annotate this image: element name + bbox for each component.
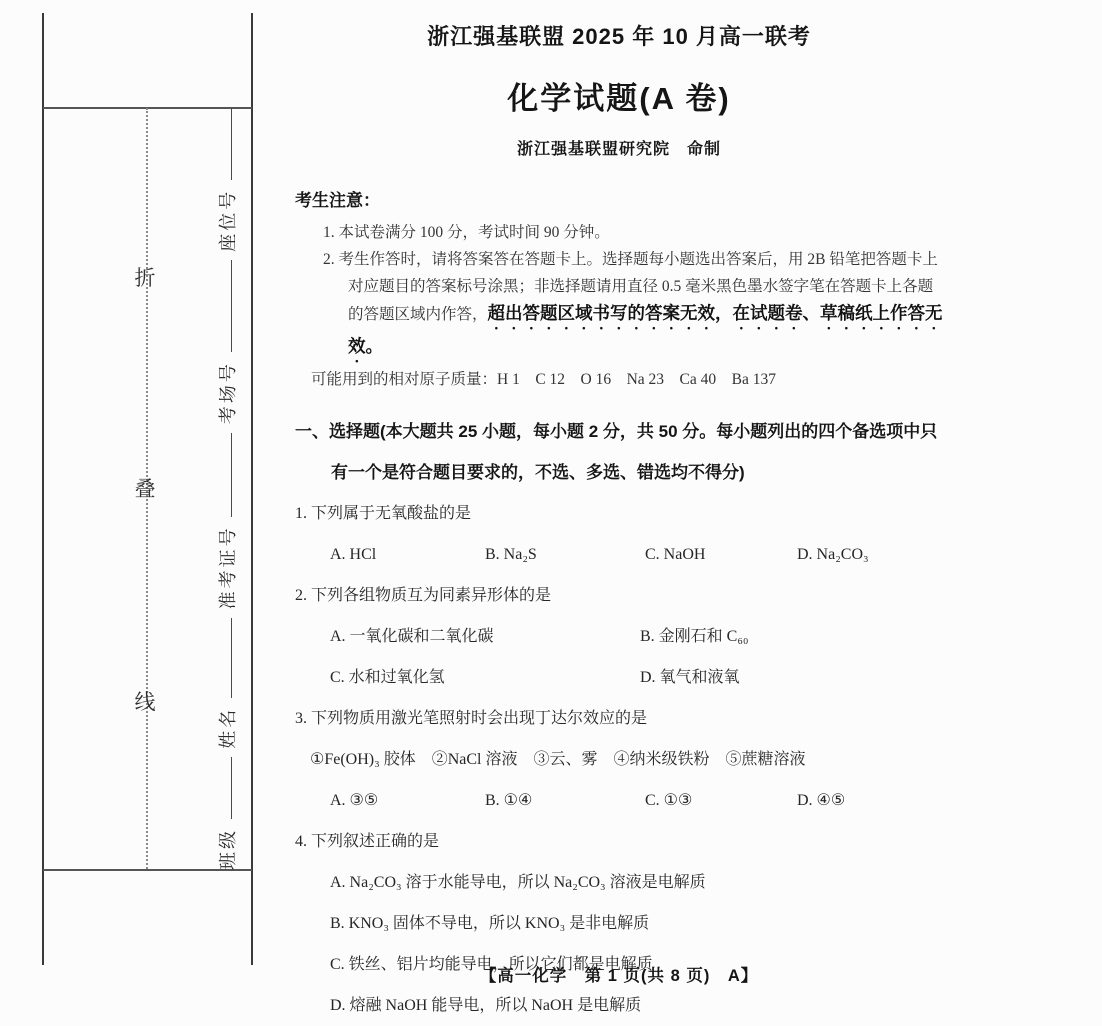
question-options [295, 862, 943, 1026]
question-stem: 1. 下列属于无氧酸盐的是 [295, 505, 472, 522]
option-a: A. HCl [330, 546, 377, 563]
fold-char-die: 叠 [134, 477, 156, 501]
option-c: C. NaOH [645, 546, 706, 563]
question-2 [295, 575, 943, 698]
question-options [295, 780, 943, 821]
fold-char-zhe: 折 [134, 266, 156, 290]
option-d: D. ④⑤ [797, 792, 846, 809]
field-label-name: 姓名 [218, 706, 238, 749]
exam-title-line2: 化学试题(A 卷) [507, 81, 731, 116]
question-3 [295, 698, 943, 821]
atomic-masses-line: 可能用到的相对原子质量：H 1 C 12 O 16 Na 23 Ca 40 Ba 137 [311, 371, 776, 388]
blank-line-name [222, 618, 232, 698]
exam-page-content [295, 0, 943, 1026]
option-b: B. ①④ [485, 792, 533, 809]
question-stem: 4. 下列叙述正确的是 [295, 833, 440, 850]
option-c: C. ①③ [645, 792, 693, 809]
blank-line-seat-no [222, 108, 232, 180]
option-a: A. Na₂CO₃ 溶于水能导电，所以 Na₂CO₃ 溶液是电解质 [330, 874, 706, 891]
notice-item-2-emphasis: 超出答题区域书写的答案无效，在试题卷、草稿纸上作答无效。 [348, 303, 943, 356]
option-b: B. Na₂S [485, 546, 537, 563]
option-c: C. 铁丝、铝片均能导电，所以它们都是电解质 [330, 956, 653, 973]
question-stem: 2. 下列各组物质互为同素异形体的是 [295, 587, 552, 604]
option-b: B. KNO₃ 固体不导电，所以 KNO₃ 是非电解质 [330, 915, 650, 932]
option-c: C. 水和过氧化氢 [330, 669, 445, 686]
blank-line-room-no [222, 260, 232, 352]
field-label-room-no: 考场号 [218, 361, 238, 425]
student-info-fields [204, 108, 250, 870]
question-1 [295, 493, 943, 575]
section-1-header: 一、选择题(本大题共 25 小题，每小题 2 分，共 50 分。每小题列出的四个备选项中只有一个是符合题目要求的，不选、多选、错选均不得分) [295, 422, 938, 482]
question-sub-items: ①Fe(OH)₃ 胶体 ②NaCl 溶液 ③云、雾 ④纳米级铁粉 ⑤蔗糖溶液 [310, 751, 806, 768]
notice-item-2 [323, 246, 943, 366]
field-label-seat-no: 座位号 [218, 188, 238, 252]
option-b: B. 金刚石和 C₆₀ [640, 628, 749, 645]
binding-border-left [42, 13, 44, 965]
fold-char-xian: 线 [134, 690, 156, 714]
binding-border-right [251, 13, 253, 965]
page-footer: 【高一化学 第 1 页(共 8 页) A】 [479, 967, 759, 985]
notice-heading: 考生注意： [295, 191, 380, 210]
option-d: D. 熔融 NaOH 能导电，所以 NaOH 是电解质 [330, 997, 642, 1014]
question-4 [295, 821, 943, 1026]
option-a: A. 一氧化碳和二氧化碳 [330, 628, 494, 645]
question-stem: 3. 下列物质用激光笔照射时会出现丁达尔效应的是 [295, 710, 648, 727]
notice-item-1: 1. 本试卷满分 100 分，考试时间 90 分钟。 [323, 224, 610, 241]
field-label-class: 班级 [218, 828, 238, 870]
field-label-admission-no: 准考证号 [218, 525, 238, 610]
option-d: D. 氧气和液氧 [640, 669, 740, 686]
option-d: D. Na₂CO₃ [797, 546, 869, 563]
question-options [295, 534, 943, 575]
notice-item-2-text: 2. 考生作答时，请将答案答在答题卡上。选择题每小题选出答案后，用 2B 铅笔把答题卡上对应题目的答案标号涂黑；非选择题请用直径 0.5 毫米黑色墨水签字笔在答题卡上各题的答题区域内作答， [323, 251, 938, 323]
question-options [295, 616, 943, 698]
option-a: A. ③⑤ [330, 792, 379, 809]
blank-line-admission-no [222, 433, 232, 517]
exam-title-line1: 浙江强基联盟 2025 年 10 月高一联考 [427, 24, 811, 49]
blank-line-class [222, 757, 232, 819]
exam-credit-line: 浙江强基联盟研究院 命制 [516, 141, 721, 158]
